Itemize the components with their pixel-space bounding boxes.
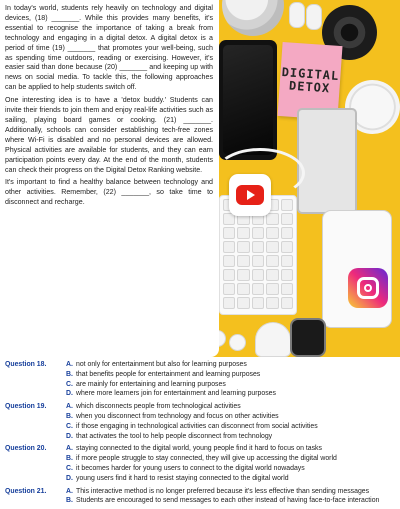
question-21 xyxy=(2,487,396,507)
option-20-a[interactable]: A. staying connected to the digital world, young people find it hard to focus on tasks xyxy=(66,445,322,453)
passage-paragraph-3: It's important to find a healthy balance between technology and other activities. Remember, (22) _______, so take time to disconnect and recharge. xyxy=(5,178,213,207)
question-18 xyxy=(2,360,396,399)
question-number: Question 21. xyxy=(5,487,47,495)
note-line-2: DETOX xyxy=(288,78,331,96)
option-18-d[interactable]: D. where more learners join for entertainment and learning purposes xyxy=(66,390,276,398)
option-text: young users find it hard to resist staying connected to the digital world xyxy=(76,474,289,482)
option-text: that activates the tool to help people disconnect from technology xyxy=(76,432,273,440)
option-20-b[interactable]: B. if more people struggle to stay connected, they will give up accessing the digital world xyxy=(66,455,337,463)
option-text: if more people struggle to stay connected, they will give up accessing the digital world xyxy=(76,455,337,463)
option-21-a[interactable]: A. This interactive method is no longer preferred because it's less effective than sending messages xyxy=(66,487,370,495)
option-text: not only for entertainment but also for learning purposes xyxy=(76,361,247,368)
option-text: Students are encouraged to send messages to each other instead of having face-to-face interaction xyxy=(76,497,380,505)
option-text: where more learners join for entertainment and learning purposes xyxy=(76,390,276,398)
option-19-c[interactable]: C. if those engaging in technological activities can disconnect from social activities xyxy=(66,422,318,430)
option-20-d[interactable]: D. young users find it hard to resist staying connected to the digital world xyxy=(66,474,289,482)
question-number: Question 18. xyxy=(5,361,47,368)
black-smartphone-image xyxy=(219,40,277,160)
earbud-shape xyxy=(229,334,246,351)
option-18-c[interactable]: C. are mainly for entertaining and learning purposes xyxy=(66,380,226,388)
earbud-shape xyxy=(289,2,305,28)
option-text: are mainly for entertaining and learning purposes xyxy=(76,380,226,388)
question-list xyxy=(0,360,400,509)
question-number: Question 19. xyxy=(5,403,47,411)
question-19 xyxy=(2,402,396,441)
earbud-shape xyxy=(306,4,322,30)
passage-paragraph-1: In today's world, students rely heavily on technology and digital devices, (18) _______. While this provides many benefits, it's essential to recognise the importance of taking a break from technology and engaging in a digital detox. A digital detox is a period of time (19) _______ that promotes your well-being, such as spending time outdoors, reading or exercising. However, it's easier said than done because (20) _______ and keeping up with news on social media. To tackle this, the following approaches can be applied to help students switch off. xyxy=(5,4,213,92)
reading-passage xyxy=(0,0,219,357)
instagram-icon xyxy=(348,268,388,308)
option-text: which disconnects people from technological activities xyxy=(76,403,241,411)
option-18-a[interactable]: A. not only for entertainment but also for learning purposes xyxy=(66,361,247,368)
option-19-d[interactable]: D. that activates the tool to help people disconnect from technology xyxy=(66,432,273,440)
speaker-image xyxy=(222,0,284,36)
option-18-b[interactable]: B. that benefits people for entertainment and learning purposes xyxy=(66,370,261,378)
option-19-a[interactable]: A. which disconnects people from technological activities xyxy=(66,403,241,411)
option-text: that benefits people for entertainment and learning purposes xyxy=(76,370,261,378)
smartwatch-image xyxy=(290,318,326,357)
option-text: it becomes harder for young users to connect to the digital world nowadays xyxy=(76,464,305,472)
question-20 xyxy=(2,444,396,483)
option-text: staying connected to the digital world, young people find it hard to focus on tasks xyxy=(76,445,322,453)
tablet-image xyxy=(297,108,357,214)
mouse-image xyxy=(255,322,291,357)
earbuds-top-image xyxy=(287,0,325,32)
option-20-c[interactable]: C. it becomes harder for young users to connect to the digital world nowadays xyxy=(66,464,305,472)
note-line-1: DIGITAL xyxy=(281,65,340,84)
option-19-b[interactable]: B. when you disconnect from technology and focus on other activities xyxy=(66,412,279,420)
youtube-icon xyxy=(229,174,271,216)
option-21-b[interactable]: B. Students are encouraged to send messages to each other instead of having face-to-face interaction xyxy=(66,497,380,505)
option-text: if those engaging in technological activities can disconnect from social activities xyxy=(76,422,318,430)
option-text: This interactive method is no longer preferred because it's less effective than sending messages xyxy=(76,487,370,495)
passage-paragraph-2: One interesting idea is to have a 'detox buddy.' Students can invite their friends to join them and enjoy real-life activities such as sailing, playing board games or cooking. (21) _______. Additionally, schools can consider establishing tech-free zones where Wi-Fi is disabled and no personal devices are allowed. Physical activities are available for students, and they can earn participation points every day. At the end of the month, students can check their progress on the Digital Detox Ranking website. xyxy=(5,96,213,174)
option-text: when you disconnect from technology and focus on other activities xyxy=(76,412,279,420)
question-number: Question 20. xyxy=(5,445,47,453)
